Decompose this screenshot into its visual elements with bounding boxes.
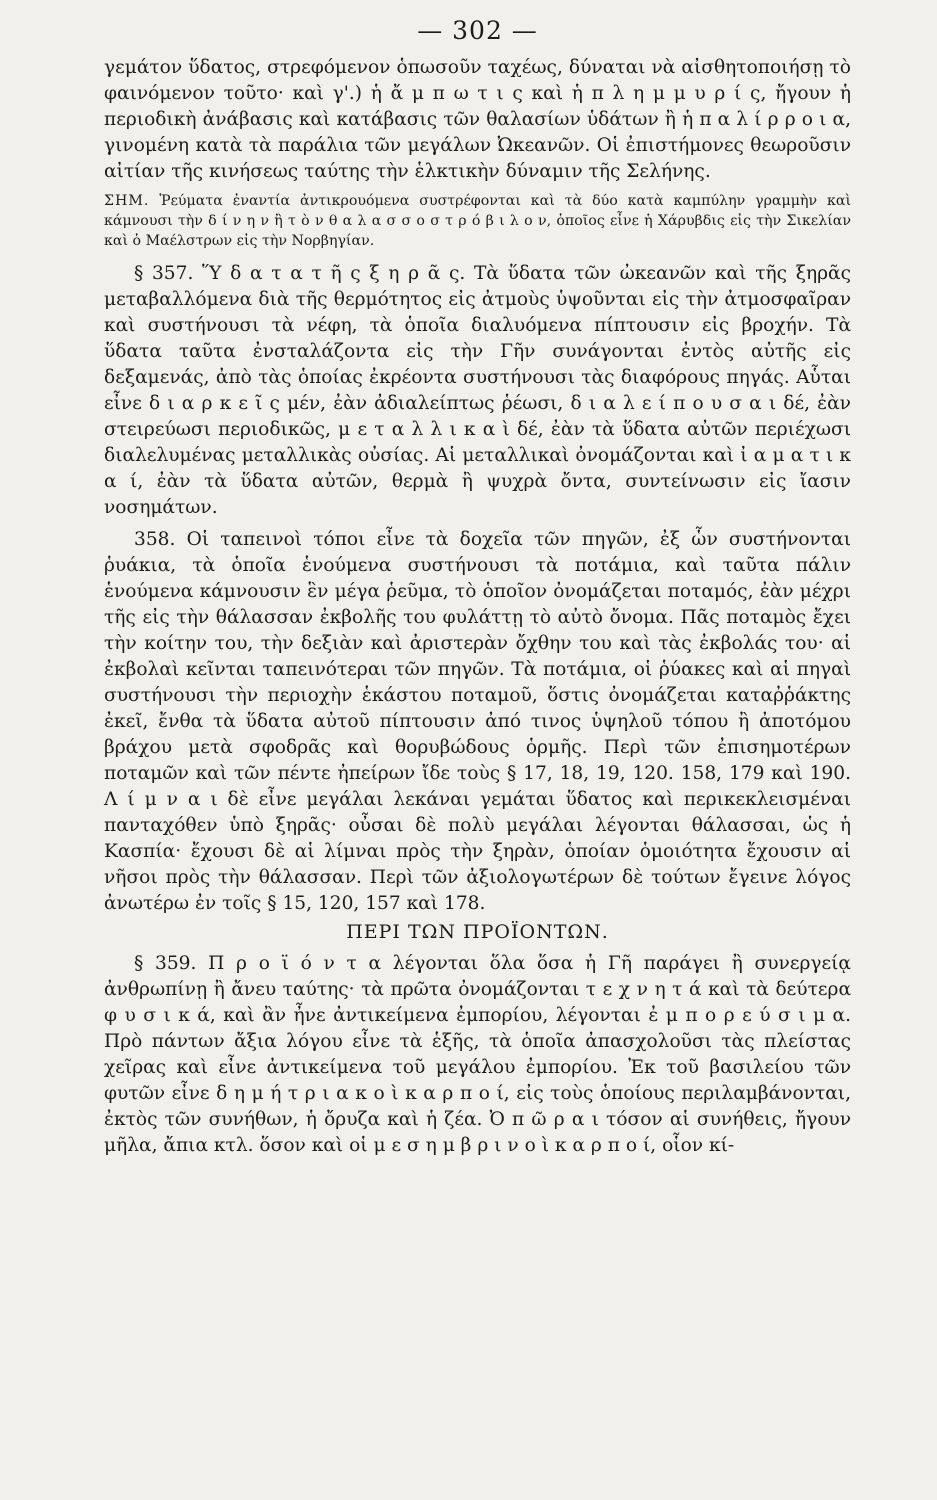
page-number: — 302 — [417,16,538,45]
paragraph-358-text: 358. Οἱ ταπεινοὶ τόποι εἶνε τὰ δοχεῖα τῶν πηγῶν, ἐξ ὧν συστήνονται ῥυάκια, τὰ ὁποῖα ἑνούμενα συστήνουσι τὰ ποτάμια, καὶ ταῦτα πάλιν ἑνούμενα κάμνουσιν ἓν μέγα ῥεῦμα, τὸ ὁποῖον ὀνομάζεται ποταμός, ἐὰν μέχρι τῆς εἰς τὴν θάλασσαν ἐκβολῆς του φυλάττῃ τὸ αὐτὸ ὄνομα. Πᾶς ποταμὸς ἔχει τὴν κοίτην του, τὴν δεξιὰν καὶ ἀριστερὰν ὄχθην του καὶ τὰς ἐκβολάς του· αἱ ἐκβολαὶ κεῖνται ταπεινότεραι τῶν πηγῶν. Τὰ ποτάμια, οἱ ῥύακες καὶ αἱ πηγαὶ συστήνουσι τὴν περιοχὴν ἑκάστου ποταμοῦ, ὅστις ὀνομάζεται καταῤῥάκτης ἐκεῖ, ἔνθα τὰ ὕδατα αὐτοῦ πίπτουσιν ἀπό τινος ὑψηλοῦ τόπου ἢ ἀποτόμου βράχου μετὰ σφοδρᾶς καὶ θορυβώδους ὁρμῆς. Περὶ τῶν ἐπισημοτέρων ποταμῶν καὶ τῶν πέντε ἠπείρων ἴδε τοὺς § 17, 18, 19, 120. 158, 179 καὶ 190. Λ ί μ ν α ι δὲ εἶνε μεγάλαι λεκάναι γεμάται ὕδατος καὶ περικεκλεισμέναι πανταχόθεν ὑπὸ ξηρᾶς· οὖσαι δὲ πολὺ μεγάλαι λέγονται θάλασσαι, ὡς ἡ Κασπία· ἔχουσι δὲ αἱ λίμναι πρὸς τὴν ξηρὰν, ὁποίαν ὁμοιότητα ἔχουσιν αἱ νῆσοι πρὸς τὴν θάλασσαν. Περὶ τῶν ἀξιολογωτέρων δὲ τούτων ἔγεινε λόγος ἀνωτέρω ἐν τοῖς § 15, 120, 157 καὶ 178. [104,529,851,914]
footnote [104,191,851,251]
footnote-label: ΣΗΜ. [104,193,150,209]
footnote-text: Ῥεύματα ἐναντία ἀντικρουόμενα συστρέφονται καὶ τὰ δύο κατὰ καμπύλην γραμμὴν καὶ κάμνουσι τὴν δ ί ν η ν ἢ τ ὸ ν θ α λ α σ σ ο σ τ ρ ό β ι λ ο ν, ὁποῖος εἶνε ἡ Χάρυβδις εἰς τὴν Σικελίαν καὶ ὁ Μαέλστρων εἰς τὴν Νορβηγίαν. [104,193,852,249]
paragraph-357 [104,261,851,521]
paragraph-intro: γεμάτον ὕδατος, στρεφόμενον ὁπωσοῦν ταχέως, δύναται νὰ αἰσθητοποιήσῃ τὸ φαινόμενον τοῦτο· καὶ γ'.) ἡ ἄ μ π ω τ ι ς καὶ ἡ π λ η μ μ υ ρ ί ς, ἤγουν ἡ περιοδικὴ ἀνάβασις καὶ κατάβασις τῶν θαλασίων ὑδάτων ἢ ἡ π α λ ί ρ ρ ο ι α, γινομένη κατὰ τὰ παράλια τῶν μεγάλων Ὠκεανῶν. Οἱ ἐπιστήμονες θεωροῦσιν αἰτίαν τῆς κινήσεως ταύτης τὴν ἑλκτικὴν δύναμιν τῆς Σελήνης. [104,57,851,182]
paragraph-359-text: § 359. Π ρ ο ϊ ό ν τ α λέγονται ὅλα ὅσα ἡ Γῆ παράγει ἢ συνεργείᾳ ἀνθρωπίνῃ ἢ ἄνευ ταύτης· τὰ πρῶτα ὀνομάζονται τ ε χ ν η τ ά καὶ τὰ δεύτερα φ υ σ ι κ ά, καὶ ἂν ἦνε ἀντικείμενα ἐμπορίου, λέγονται ἐ μ π ο ρ ε ύ σ ι μ α. Πρὸ πάντων ἄξια λόγου εἶνε τὰ ἑξῆς, τὰ ὁποῖα ἀπασχολοῦσι τὰς πλείστας χεῖρας καὶ εἶνε ἀντικείμενα τοῦ μεγάλου ἐμπορίου. Ἐκ τοῦ βασιλείου τῶν φυτῶν εἶνε δ η μ ή τ ρ ι α κ ο ὶ κ α ρ π ο ί, εἰς τοὺς ὁποίους περιλαμβάνονται, ἐκτὸς τῶν συνήθων, ἡ ὄρυζα καὶ ἡ ζέα. Ὀ π ῶ ρ α ι τόσον αἱ συνήθεις, ἤγουν μῆλα, ἄπια κτλ. ὅσον καὶ οἱ μ ε σ η μ β ρ ι ν ο ὶ κ α ρ π ο ί, οἷον κί- [104,953,851,1156]
paragraph-359 [104,951,851,1159]
paragraph-358 [104,527,851,917]
section-heading: ΠΕΡΙ ΤΩΝ ΠΡΟΪΟΝΤΩΝ. [346,921,609,943]
paragraph-357-text: § 357. Ὕ δ α τ α τ ῆ ς ξ η ρ ᾶ ς. Τὰ ὕδατα τῶν ὠκεανῶν καὶ τῆς ξηρᾶς μεταβαλλόμενα διὰ τῆς θερμότητος εἰς ἀτμοὺς ὑψοῦνται εἰς τὴν ἀτμοσφαῖραν καὶ συστήνουσι τὰ νέφη, τὰ ὁποῖα διαλυόμενα πίπτουσιν εἰς βροχήν. Τὰ ὕδατα ταῦτα ἐνσταλάζοντα εἰς τὴν Γῆν συνάγονται ἐντὸς αὐτῆς εἰς δεξαμενάς, ἀπὸ τὰς ὁποίας ἐκρέοντα συστήνουσι τὰς διαφόρους πηγάς. Αὗται εἶνε δ ι α ρ κ ε ῖ ς μέν, ἐὰν ἀδιαλείπτως ῥέωσι, δ ι α λ ε ί π ο υ σ α ι δέ, ἐὰν στειρεύωσι περιοδικῶς, μ ε τ α λ λ ι κ α ὶ δέ, ἐὰν τὰ ὕδατα αὐτῶν περιέχωσι διαλελυμένας μεταλλικὰς οὐσίας. Αἱ μεταλλικαὶ ὀνομάζονται καὶ ἰ α μ α τ ι κ α ί, ἐὰν τὰ ὕδατα αὐτῶν, θερμὰ ἢ ψυχρὰ ὄντα, συντείνωσιν εἰς ἴασιν νοσημάτων. [104,263,851,518]
